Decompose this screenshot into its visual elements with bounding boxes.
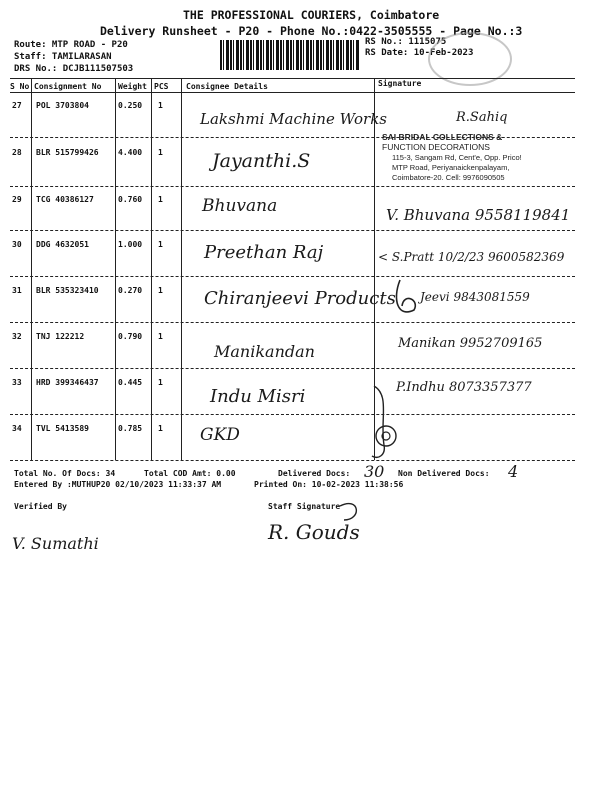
- verified-by-label: Verified By: [14, 502, 67, 511]
- row-pcs: 1: [158, 286, 163, 295]
- row-sno: 33: [12, 378, 22, 387]
- stamp-line5: Coimbatore-20. Cell: 9976090505: [392, 173, 505, 182]
- rs-number: RS No.: 1115075: [365, 37, 447, 47]
- route-label: Route: MTP ROAD - P20: [14, 40, 128, 50]
- stamp-line2: FUNCTION DECORATIONS: [382, 142, 490, 152]
- row-consignment: BLR 515799426: [36, 148, 99, 157]
- signature-hw-33: P.Indhu 8073357377: [396, 380, 532, 395]
- row-weight: 1.000: [118, 240, 143, 249]
- col-consignment: Consignment No: [34, 82, 102, 91]
- stamp-line3: 115-3, Sangam Rd, Cent'e, Opp. Prico!: [392, 153, 522, 162]
- rs-date: RS Date: 10-Feb-2023: [365, 48, 474, 58]
- row-pcs: 1: [158, 378, 163, 387]
- row-pcs: 1: [158, 240, 163, 249]
- signature-hw-32: Manikan 9952709165: [398, 336, 543, 351]
- consignee-hw-34: GKD: [200, 425, 240, 445]
- row-weight: 0.760: [118, 195, 143, 204]
- runsheet-subtitle: Delivery Runsheet - P20 - Phone No.:0422-3505555 - Page No.:3: [100, 24, 523, 38]
- row-weight: 4.400: [118, 148, 143, 157]
- staff-label: Staff: TAMILARASAN: [14, 52, 112, 62]
- row-consignment: TNJ 122212: [36, 332, 85, 341]
- non-delivered-label: Non Delivered Docs:: [398, 469, 490, 478]
- non-delivered-value: 4: [508, 462, 519, 481]
- col-consignee: Consignee Details: [186, 82, 268, 91]
- total-cod: Total COD Amt: 0.00: [144, 469, 236, 478]
- row-sno: 31: [12, 286, 22, 295]
- row-consignment: DDG 4632051: [36, 240, 89, 249]
- signature-hw-27: R.Sahiq: [456, 110, 508, 125]
- consignee-hw-30: Preethan Raj: [204, 242, 324, 263]
- row-pcs: 1: [158, 332, 163, 341]
- row-consignment: TCG 40386127: [36, 195, 94, 204]
- row-consignment: BLR 535323410: [36, 286, 99, 295]
- delivered-label: Delivered Docs:: [278, 469, 351, 478]
- signature-hw-30: < S.Pratt 10/2/23 9600582369: [378, 250, 565, 264]
- row-sno: 27: [12, 101, 22, 110]
- row-pcs: 1: [158, 101, 163, 110]
- staff-signature-label: Staff Signature: [268, 502, 341, 511]
- row-weight: 0.790: [118, 332, 143, 341]
- row-weight: 0.270: [118, 286, 143, 295]
- row-sno: 32: [12, 332, 22, 341]
- drs-label: DRS No.: DCJB111507503: [14, 64, 134, 74]
- printed-on: Printed On: 10-02-2023 11:38:56: [254, 480, 404, 489]
- row-sno: 34: [12, 424, 22, 433]
- consignee-hw-28: Jayanthi.S: [212, 150, 311, 172]
- row-consignment: TVL 5413589: [36, 424, 89, 433]
- row-pcs: 1: [158, 148, 163, 157]
- row-weight: 0.250: [118, 101, 143, 110]
- col-weight: Weight: [118, 82, 147, 91]
- row-weight: 0.445: [118, 378, 143, 387]
- col-signature: Signature: [378, 79, 422, 88]
- stamp-line4: MTP Road, Periyanaickenpalayam,: [392, 163, 510, 172]
- consignee-hw-31: Chiranjeevi Products: [204, 288, 396, 309]
- row-pcs: 1: [158, 195, 163, 204]
- delivered-value: 30: [364, 462, 385, 481]
- row-consignment: POL 3703804: [36, 101, 89, 110]
- row-sno: 29: [12, 195, 22, 204]
- staff-signature: R. Gouds: [268, 520, 360, 544]
- consignee-hw-33: Indu Misri: [210, 386, 306, 407]
- row-pcs: 1: [158, 424, 163, 433]
- company-name: THE PROFESSIONAL COURIERS, Coimbatore: [183, 8, 440, 22]
- entered-by: Entered By :MUTHUP20 02/10/2023 11:33:37 AM: [14, 480, 222, 489]
- stamp-line1: SAI BRIDAL COLLECTIONS &: [382, 132, 503, 142]
- row-sno: 30: [12, 240, 22, 249]
- consignee-hw-29: Bhuvana: [202, 196, 278, 216]
- col-pcs: PCS: [154, 82, 169, 91]
- signature-hw-31: Jeevi 9843081559: [420, 290, 530, 304]
- row-consignment: HRD 399346437: [36, 378, 99, 387]
- verified-signature: V. Sumathi: [12, 534, 99, 553]
- consignee-hw-32: Manikandan: [214, 342, 315, 361]
- col-sno: S No: [10, 82, 30, 91]
- row-weight: 0.785: [118, 424, 143, 433]
- row-sno: 28: [12, 148, 22, 157]
- total-docs: Total No. Of Docs: 34: [14, 469, 116, 478]
- signature-hw-29: V. Bhuvana 9558119841: [386, 206, 571, 224]
- consignee-hw-27: Lakshmi Machine Works: [200, 110, 387, 128]
